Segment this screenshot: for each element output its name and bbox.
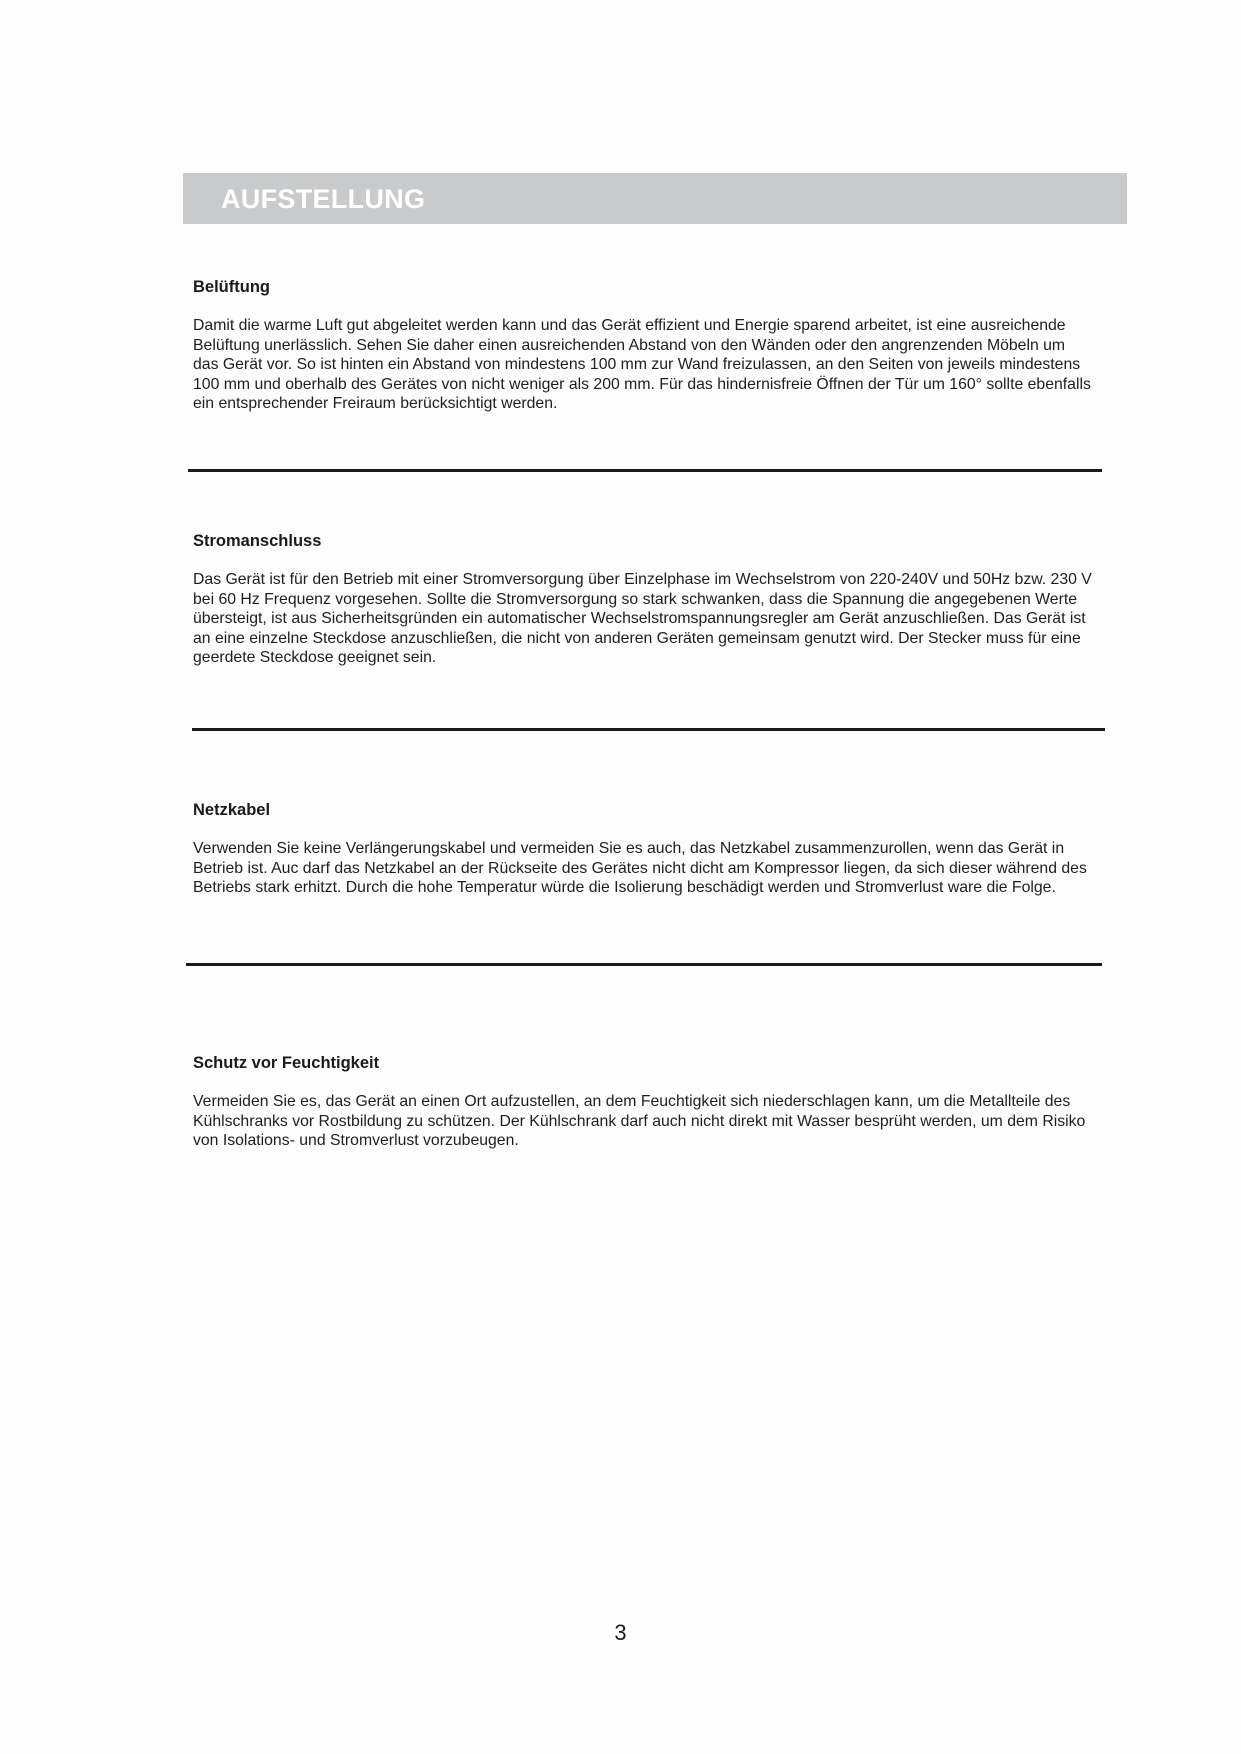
divider-1: [188, 469, 1102, 472]
heading-stromanschluss: Stromanschluss: [193, 532, 322, 550]
paragraph-netzkabel: Verwenden Sie keine Verlängerungskabel und vermeiden Sie es auch, das Netzkabel zusammenzurollen, wenn das Gerät in Betrieb ist. Auc darf das Netzkabel an der Rückseite des Gerätes nicht dicht am Kompressor liegen, da sich dieser während des Betriebs stark erhitzt. Durch die hohe Temperatur würde die Isolierung beschädigt werden und Stromverlust ware die Folge.: [193, 840, 1087, 897]
heading-netzkabel: Netzkabel: [193, 801, 271, 819]
page-number: 3: [614, 1620, 627, 1645]
heading-belueftung: Belüftung: [193, 278, 270, 296]
divider-3: [186, 963, 1102, 966]
section-title-bar: [183, 173, 1127, 224]
section-title: AUFSTELLUNG: [221, 184, 426, 214]
paragraph-belueftung: Damit die warme Luft gut abgeleitet werden kann und das Gerät effizient und Energie sparend arbeitet, ist eine ausreichende Belüftung unerlässlich. Sehen Sie daher einen ausreichenden Abstand von den Wänden oder den angrenzenden Möbeln um das Gerät vor. So ist hinten ein Abstand von mindestens 100 mm zur Wand freizulassen, an den Seiten von jeweils mindestens 100 mm und oberhalb des Gerätes von nicht weniger als 200 mm. Für das hindernisfreie Öffnen der Tür um 160° sollte ebenfalls ein entsprechender Freiraum berücksichtigt werden.: [193, 317, 1091, 413]
paragraph-schutz-vor-feuchtigkeit: Vermeiden Sie es, das Gerät an einen Ort aufzustellen, an dem Feuchtigkeit sich niederschlagen kann, um die Metallteile des Kühlschranks vor Rostbildung zu schützen. Der Kühlschrank darf auch nicht direkt mit Wasser besprüht werden, um dem Risiko von Isolations- und Stromverlust vorzubeugen.: [193, 1093, 1086, 1150]
heading-schutz-vor-feuchtigkeit: Schutz vor Feuchtigkeit: [193, 1054, 380, 1072]
paragraph-stromanschluss: Das Gerät ist für den Betrieb mit einer Stromversorgung über Einzelphase im Wechselstrom von 220-240V und 50Hz bzw. 230 V bei 60 Hz Frequenz vorgesehen. Sollte die Stromversorgung so stark schwanken, dass die Spannung die angegebenen Werte übersteigt, ist aus Sicherheitsgründen ein automatischer Wechselstromspannungsregler am Gerät anzuschließen. Das Gerät ist an eine einzelne Steckdose anzuschließen, die nicht von anderen Geräten gemeinsam genutzt wird. Der Stecker muss für eine geerdete Steckdose geeignet sein.: [193, 571, 1092, 667]
divider-2: [192, 728, 1105, 731]
